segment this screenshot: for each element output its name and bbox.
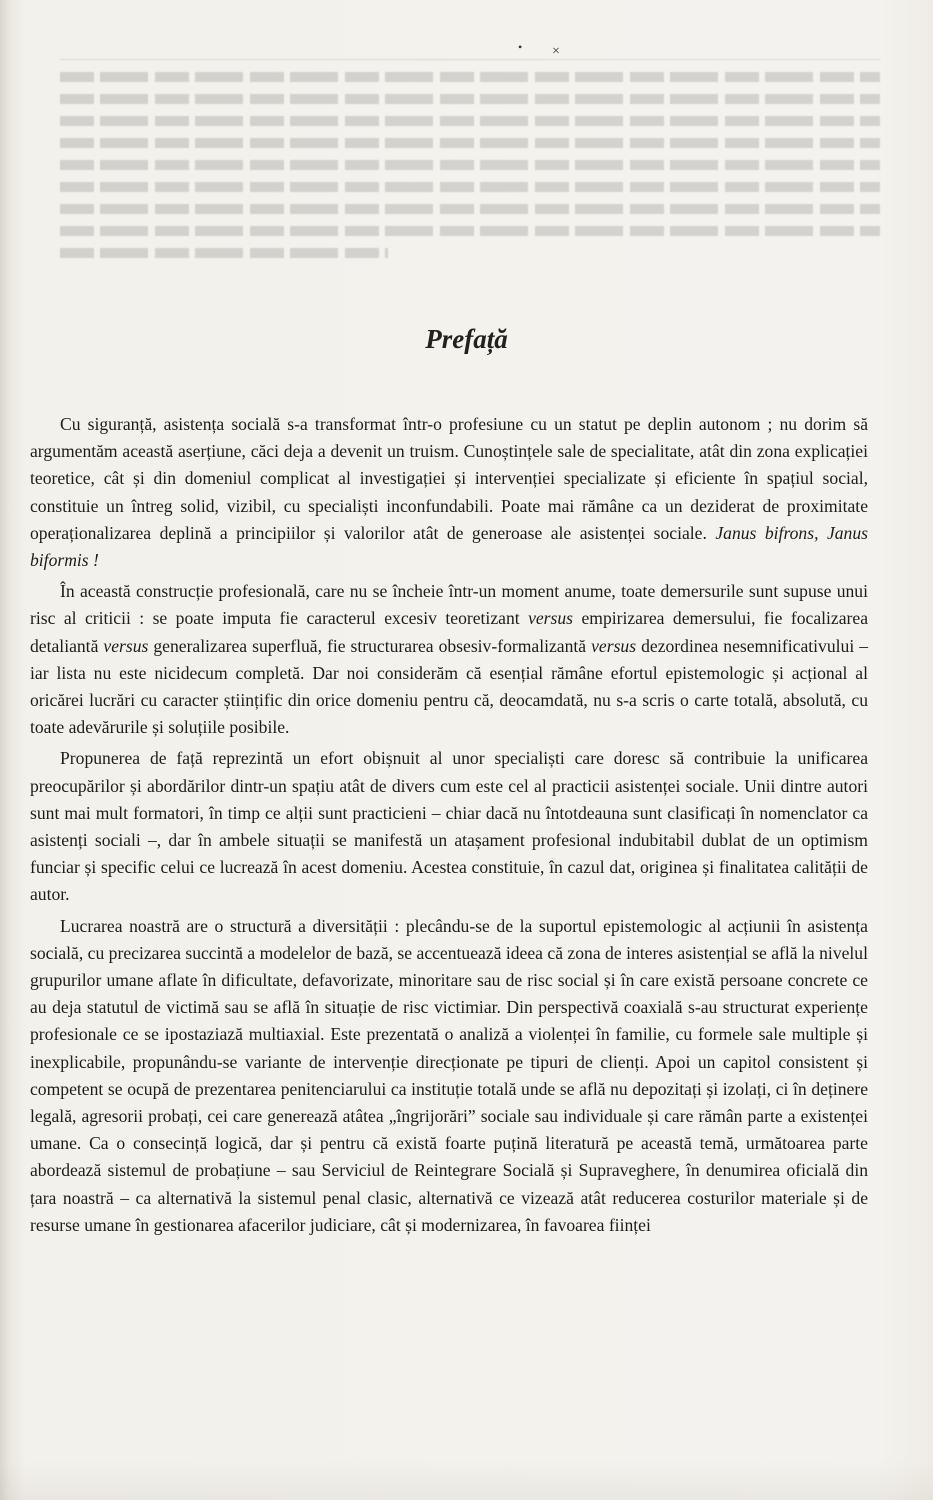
italic-text-run: Janus bifrons, Janus biformis ! — [30, 522, 868, 571]
paragraph — [30, 745, 868, 908]
paragraph — [30, 913, 868, 1239]
text-run: dezordinea nesemnificativului – iar lista nu este nicidecum completă. Dar noi considerăm că esențial rămâne efortul epistemologic și acțional al oricărei lucrări cu caracter științific din orice domeniu pentru că, deocamdată, nu s-a scris o carte totală, absolută, cu toate adevărurile și soluțiile posibile. — [30, 635, 869, 738]
page-edge-shadow — [0, 1460, 933, 1500]
preface-body — [30, 411, 868, 1239]
scan-speck: • — [518, 40, 523, 54]
text-run: generalizarea superfluă, fie structurarea obsesiv-formalizantă — [148, 635, 592, 656]
page-title: Prefață — [425, 324, 508, 355]
paragraph — [30, 578, 868, 741]
italic-text-run: versus — [528, 608, 574, 629]
italic-text-run: versus — [103, 635, 149, 656]
text-run: Cu siguranță, asistența socială s-a transformat într-o profesiune cu un statut pe deplin autonom ; nu dorim să argumentăm această aserțiune, căci deja a devenit un truism. Cunoștințele sale de specialitate, atât din zona explicației teoretice, cât și din domeniul complicat al investigației și intervenției specializate și eficiente în spațiul social, constituie un întreg solid, vizibil, cu specialiști inconfundabili. Poate mai rămâne ca un deziderat de proximitate operaționalizarea deplină a principiilor și valorilor atât de generoase ale asistenței sociale. — [30, 414, 868, 543]
scan-speck: × — [552, 44, 560, 59]
ghost-running-head — [60, 55, 880, 60]
text-run: În această construcție profesională, care nu se încheie într-un moment anume, toate demersurile sunt supuse unui risc al criticii : se poate imputa fie caracterul excesiv teoretizant — [30, 581, 868, 629]
paragraph — [30, 411, 868, 574]
italic-text-run: versus — [591, 635, 637, 656]
text-run: Lucrarea noastră are o structură a diversității : plecându-se de la suportul epistemologic al acțiunii în asistența socială, cu precizarea succintă a modelelor de bază, se accentuează ideea că zona de interes asistențial se află la nivelul grupurilor umane aflate în dificultate, defavorizate, minoritare sau de risc social și în care există persoane concrete ce au deja statutul de victimă sau se află în situație de risc victimiar. Din perspectivă coaxială s-au structurat experiențe profesionale ce se ipostaziază multiaxial. Este prezentată o analiză a violenței în familie, cu formele sale multiple și inexplicabile, propunându-se variante de intervenție direcționate pe tipuri de clienți. Apoi un capitol consistent și competent se ocupă de prezentarea penitenciarului ca instituție totală unde se află nu depozitați și izolați, ci în deținere legală, agresorii probați, cei care generează atâtea „îngrijorări” sociale sau individuale și care rămân parte a existenței umane. Ca o consecință logică, dar și pentru că există foarte puțină literatură pe această temă, următoarea parte abordează sistemul de probațiune – sau Serviciul de Reintegrare Socială și Supraveghere, în denumirea oficială din țara noastră – ca alternativă la sistemul penal clasic, alternativă ce vizează atât reducerea costurilor materiale și de resurse umane în gestionarea afacerilor judiciare, cât și modernizarea, în favoarea ființei — [30, 915, 868, 1235]
text-run: Propunerea de față reprezintă un efort obișnuit al unor specialiști care doresc să contribuie la unificarea preocupărilor și abordărilor dintr-un spațiu atât de divers cum este cel al practicii asistenței sociale. Unii dintre autori sunt mai mult formatori, în timp ce alții sunt practicieni – chiar dacă nu întotdeauna sunt clasificați în nomenclator ca asistenți sociali –, dar în ambele situații se manifestă un atașament profesional indubitabil dublat de un optimism funciar și specific celui ce lucrează în acest domeniu. Acestea constituie, în cazul dat, originea și finalitatea calității de autor. — [30, 748, 868, 905]
text-run: empirizarea demersului, fie focalizarea detaliantă — [30, 608, 869, 656]
